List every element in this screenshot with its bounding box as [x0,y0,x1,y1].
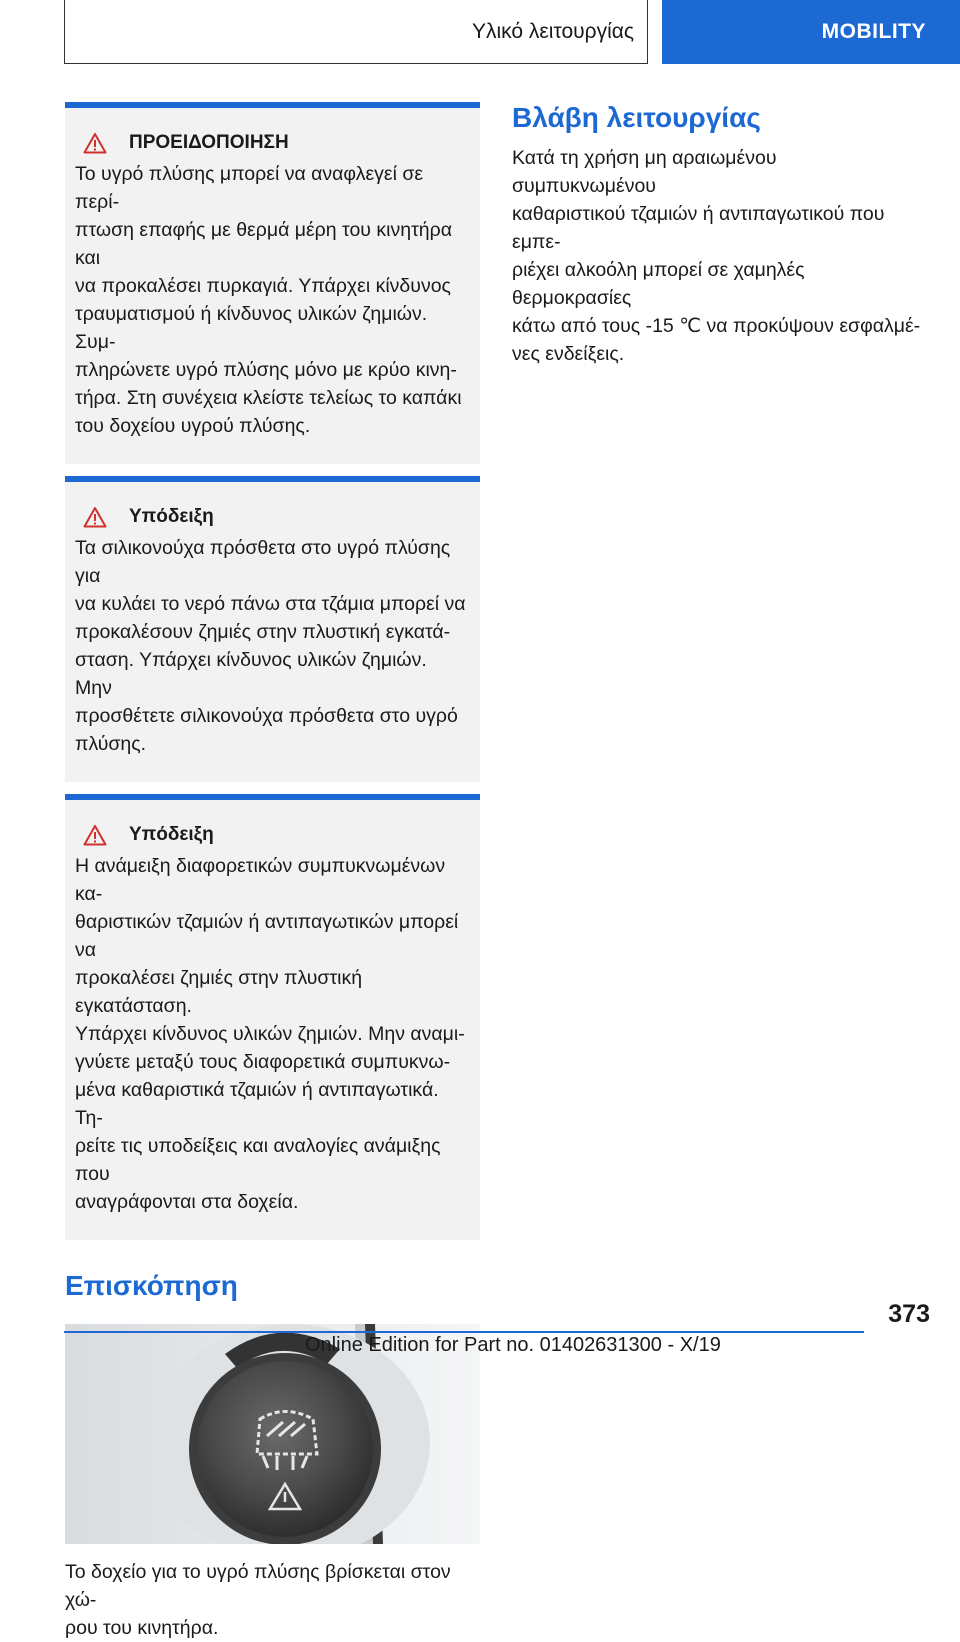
warning-box-line: μένα καθαριστικά τζαμιών ή αντιπαγωτικά. Τη- [75,1079,439,1129]
footer-rule [64,1331,864,1333]
malfunction-line: ριέχει αλκοόλη μπορεί σε χαμηλές θερμοκρασίες [512,259,805,309]
warning-box-header [75,824,468,846]
malfunction-paragraph [512,144,924,368]
warning-box-title: Υπόδειξη [129,506,214,527]
malfunction-line: Κατά τη χρήση μη αραιωμένου συμπυκνωμένου [512,147,777,197]
warning-box [65,476,480,782]
warning-box-line: Η ανάμειξη διαφορετικών συμπυκνωμένων κα- [75,855,446,905]
right-column [512,102,924,368]
warning-box-line: Τα σιλικονούχα πρόσθετα στο υγρό πλύσης για [75,537,451,587]
warning-box-line: προσθέτετε σιλικονούχα πρόσθετα στο υγρό [75,705,458,727]
warning-box-line: του δοχείου υγρού πλύσης. [75,415,311,437]
warning-box-line: ρείτε τις υποδείξεις και αναλογίες ανάμιξης που [75,1135,441,1185]
malfunction-line: καθαριστικού τζαμιών ή αντιπαγωτικού που εμπε- [512,203,885,253]
warning-box-line: προκαλέσουν ζημιές στην πλυστική εγκατά- [75,621,451,643]
page-number: 373 [888,1300,930,1328]
warning-box [65,794,480,1240]
warning-triangle-icon [83,824,107,846]
washer-fluid-cap-icon [65,1324,480,1544]
warning-box-line: γνύετε μεταξύ τους διαφορετικά συμπυκνω- [75,1051,451,1073]
warning-box-line: τραυματισμού ή κίνδυνος υλικών ζημιών. Συμ- [75,303,428,353]
malfunction-heading: Βλάβη λειτουργίας [512,102,761,133]
warning-box [65,102,480,464]
warning-box-line: Το υγρό πλύσης μπορεί να αναφλεγεί σε περί- [75,163,424,213]
warning-boxes [65,102,480,1240]
warning-box-line: σταση. Υπάρχει κίνδυνος υλικών ζημιών. Μην [75,649,427,699]
warning-box-body [75,534,468,758]
warning-box-title: ΠΡΟΕΙΔΟΠΟΙΗΣΗ [129,132,289,153]
warning-box-line: Υπάρχει κίνδυνος υλικών ζημιών. Μην αναμι- [75,1023,465,1045]
warning-box-line: τήρα. Στη συνέχεια κλείστε τελείως το καπάκι [75,387,462,409]
washer-reservoir-photo [65,1324,480,1544]
warning-box-line: αναγράφονται στα δοχεία. [75,1191,299,1213]
malfunction-line: νες ενδείξεις. [512,343,625,365]
caption-line: ρου του κινητήρα. [65,1617,219,1639]
malfunction-line: κάτω από τους -15 ℃ να προκύψουν εσφαλμέ- [512,315,921,337]
warning-triangle-icon [83,506,107,528]
header-section-title: Υλικό λειτουργίας [472,20,634,43]
warning-triangle-icon [83,132,107,154]
warning-box-body [75,160,468,440]
warning-box-line: να προκαλέσει πυρκαγιά. Υπάρχει κίνδυνος [75,275,451,297]
header-tab-mobility: MOBILITY [662,0,960,64]
footer-edition: Online Edition for Part no. 01402631300 - X/19 [305,1334,721,1356]
left-column [65,102,480,1642]
caption-line: Το δοχείο για το υγρό πλύσης βρίσκεται στον χώ- [65,1561,451,1611]
warning-box-header [75,506,468,528]
warning-box-line: θαριστικών τζαμιών ή αντιπαγωτικών μπορεί να [75,911,459,961]
warning-box-line: πτωση επαφής με θερμά μέρη του κινητήρα και [75,219,452,269]
warning-box-line: πλύσης. [75,733,147,755]
warning-box-header [75,132,468,154]
warning-box-line: προκαλέσει ζημιές στην πλυστική εγκατάσταση. [75,967,363,1017]
warning-box-line: να κυλάει το νερό πάνω στα τζάμια μπορεί να [75,593,466,615]
overview-heading: Επισκόπηση [65,1270,238,1301]
warning-box-body [75,852,468,1216]
warning-box-title: Υπόδειξη [129,824,214,845]
warning-box-line: πληρώνετε υγρό πλύσης μόνο με κρύο κινη- [75,359,457,381]
photo-caption [65,1558,480,1642]
